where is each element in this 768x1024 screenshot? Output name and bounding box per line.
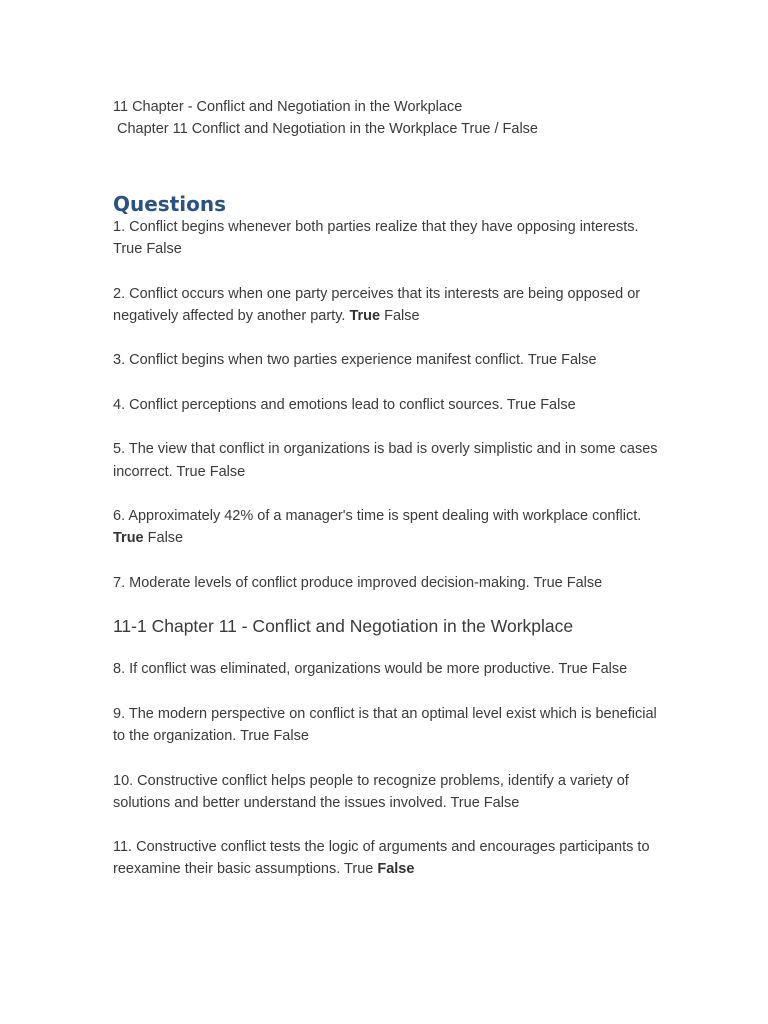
question-text: 7. Moderate levels of conflict produce improved decision-making.: [113, 574, 534, 591]
answer-false: False: [540, 396, 576, 413]
section-heading: 11-1 Chapter 11 - Conflict and Negotiation in the Workplace: [113, 616, 574, 637]
question-text: 5. The view that conflict in organizations is bad is overly simplistic and in some cases incorrect.: [113, 441, 658, 480]
question-list: [113, 216, 658, 594]
question-item: [113, 770, 658, 814]
answer-true: True: [527, 352, 558, 369]
answer-false: False: [591, 661, 628, 678]
question-text: 2. Conflict occurs when one party perceives that its interests are being opposed or negatively affected by another party.: [113, 285, 641, 324]
question-text: 9. The modern perspective on conflict is that an optimal level exist which is beneficial to the organization.: [113, 705, 657, 745]
question-list: [113, 658, 658, 880]
document-page: [113, 96, 658, 903]
question-text: 11. Constructive conflict tests the logic of arguments and encourages participants to reexamine their basic assumptions.: [113, 839, 650, 878]
question-item: [113, 394, 658, 416]
answer-false: False: [146, 241, 182, 258]
document-subtitle: Chapter 11 Conflict and Negotiation in the Workplace True / False: [117, 121, 538, 137]
question-item: [113, 438, 658, 482]
question-item: [113, 836, 658, 880]
question-item: [113, 505, 658, 549]
question-text: 6. Approximately 42% of a manager's time is spent dealing with workplace conflict.: [113, 508, 642, 525]
answer-false: False: [566, 574, 603, 591]
question-text: 10. Constructive conflict helps people to recognize problems, identify a variety of solutions and better understand the issues involved.: [113, 772, 629, 811]
answer-false: False: [377, 861, 415, 878]
answer-false: False: [483, 794, 520, 811]
answer-false: False: [561, 352, 597, 369]
question-item: [113, 283, 658, 327]
question-item: [113, 703, 658, 747]
question-item: [113, 349, 658, 371]
answer-true: True: [113, 241, 143, 258]
answer-true: True: [533, 574, 563, 591]
question-item: [113, 658, 658, 680]
question-item: [113, 572, 658, 594]
answer-true: True: [240, 728, 270, 745]
answer-true: True: [349, 307, 381, 324]
answer-true: True: [558, 661, 588, 678]
document-title: 11 Chapter - Conflict and Negotiation in the Workplace: [113, 99, 463, 115]
answer-false: False: [147, 530, 184, 547]
answer-false: False: [384, 307, 420, 324]
answer-true: True: [176, 463, 206, 480]
question-item: [113, 216, 658, 260]
question-text: 4. Conflict perceptions and emotions lead to conflict sources.: [113, 396, 507, 413]
questions-heading: Questions: [113, 192, 227, 216]
answer-false: False: [273, 728, 309, 745]
answer-true: True: [344, 861, 374, 878]
answer-true: True: [450, 794, 480, 811]
answer-false: False: [209, 463, 246, 480]
question-text: 3. Conflict begins when two parties experience manifest conflict.: [113, 352, 528, 369]
answer-true: True: [506, 396, 537, 413]
question-text: 8. If conflict was eliminated, organizations would be more productive.: [113, 661, 559, 678]
answer-true: True: [113, 530, 144, 547]
question-text: 1. Conflict begins whenever both parties realize that they have opposing interests.: [113, 219, 639, 235]
